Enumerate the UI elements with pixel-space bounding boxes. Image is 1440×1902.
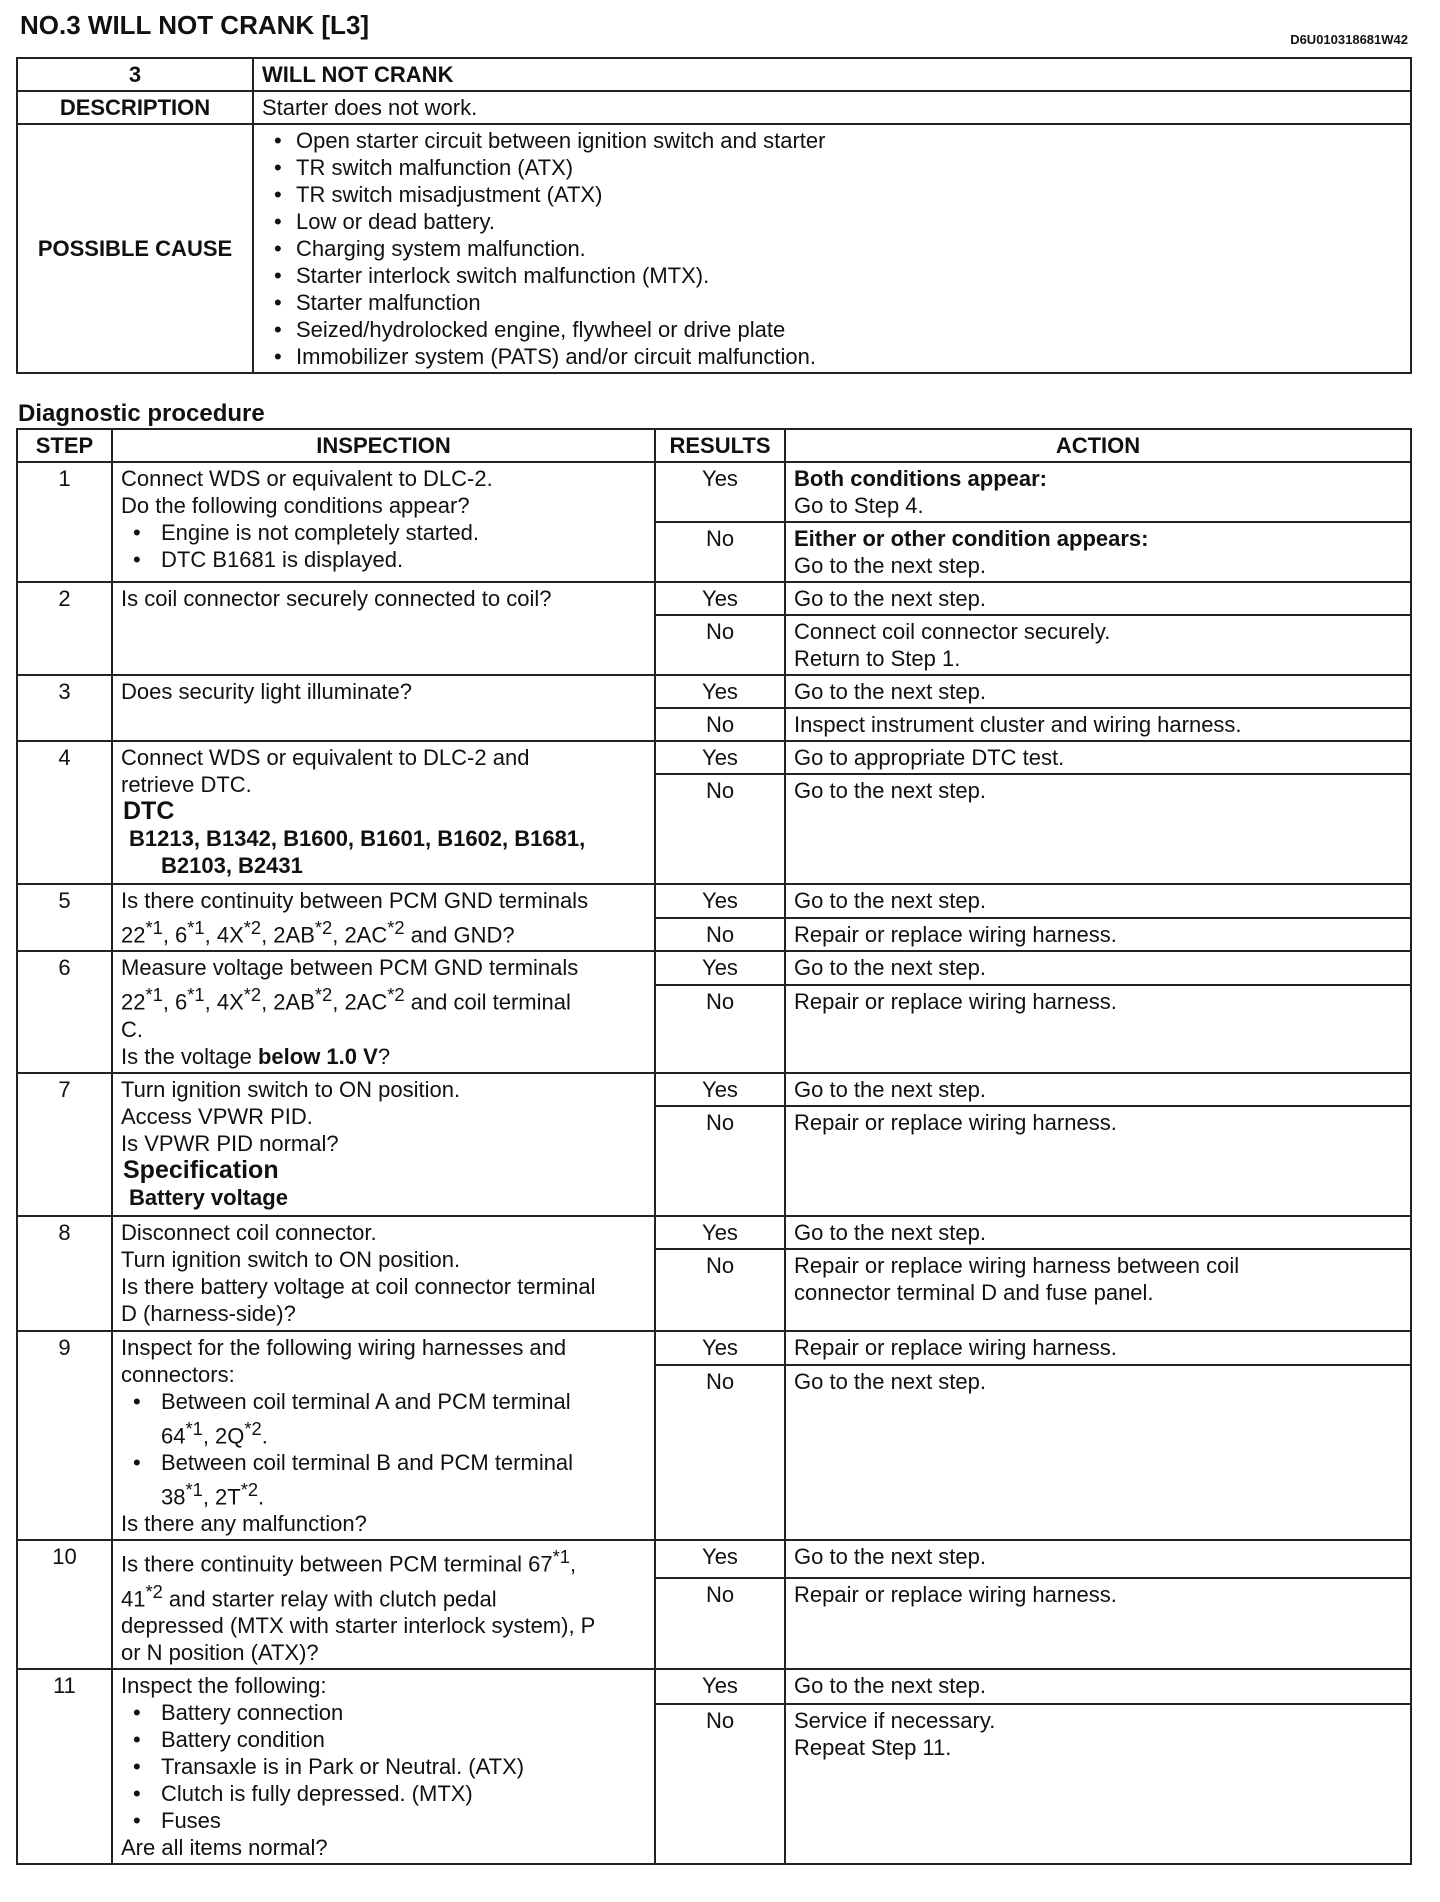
- terminal-text: , 2AB: [261, 922, 315, 948]
- footnote-mark: *1: [187, 917, 205, 938]
- inspection-line: Is VPWR PID normal?: [121, 1130, 339, 1156]
- action-text: Go to the next step.: [794, 553, 987, 578]
- specification-value: Battery voltage: [129, 1184, 288, 1210]
- footnote-mark: *2: [243, 917, 262, 938]
- result-yes: Yes: [655, 1216, 785, 1249]
- bullet-text: • Between coil terminal B and PCM terminal: [161, 1449, 574, 1475]
- footnote-mark: *2: [240, 1478, 259, 1500]
- step-inspection: [112, 951, 655, 1072]
- result-no: No: [655, 918, 785, 952]
- bullet-text: • Between coil terminal A and PCM terminal: [161, 1388, 571, 1414]
- footnote-mark: *2: [314, 917, 333, 938]
- step-inspection: [112, 1073, 655, 1216]
- inspection-line: or N position (ATX)?: [121, 1639, 319, 1665]
- possible-cause-label: POSSIBLE CAUSE: [17, 124, 253, 373]
- action-text: Return to Step 1.: [794, 646, 961, 671]
- step-inspection: [112, 462, 655, 582]
- result-no: No: [655, 522, 785, 582]
- inspection-bullet: • Transaxle is in Park or Neutral. (ATX): [121, 1753, 646, 1780]
- step-inspection: Does security light illuminate?: [112, 675, 655, 741]
- bullet-terminals: [161, 1415, 646, 1449]
- result-yes: Yes: [655, 462, 785, 522]
- action-yes: Go to the next step.: [785, 582, 1411, 615]
- result-no: No: [655, 1249, 785, 1331]
- footnote-mark: *2: [244, 1417, 262, 1439]
- result-no: No: [655, 615, 785, 675]
- step-inspection: [112, 1540, 655, 1669]
- step-number: 5: [17, 884, 112, 951]
- inspection-line: Turn ignition switch to ON position.: [121, 1076, 461, 1102]
- inspection-bullets: [121, 1388, 646, 1511]
- result-yes: Yes: [655, 675, 785, 708]
- terminal-text: and GND?: [404, 922, 515, 948]
- inspection-bullet: • Battery connection: [121, 1699, 646, 1726]
- terminal-text: , 4X: [204, 922, 244, 948]
- action-no: [785, 1704, 1411, 1864]
- footnote-mark: *1: [145, 984, 163, 1006]
- result-yes: Yes: [655, 582, 785, 615]
- action-no: Inspect instrument cluster and wiring harness.: [785, 708, 1411, 741]
- result-yes: Yes: [655, 741, 785, 774]
- action-yes: Go to the next step.: [785, 884, 1411, 918]
- result-yes: Yes: [655, 1669, 785, 1704]
- inspection-terminals: [121, 981, 646, 1015]
- dtc-codes: B2103, B2431: [161, 853, 303, 878]
- inspection-line: Connect WDS or equivalent to DLC-2.: [121, 466, 493, 491]
- column-header-inspection: INSPECTION: [112, 429, 655, 462]
- description-value: Starter does not work.: [253, 91, 1411, 124]
- inspection-line: [121, 1543, 646, 1577]
- possible-cause-list: [262, 127, 1402, 370]
- inspection-line: [121, 1578, 646, 1612]
- cause-item: • Seized/hydrolocked engine, flywheel or drive plate: [262, 316, 1402, 343]
- result-no: No: [655, 1578, 785, 1669]
- result-no: No: [655, 708, 785, 741]
- inspection-bullet: [121, 1388, 646, 1449]
- action-text: Service if necessary.: [794, 1708, 996, 1734]
- question-text: ,: [569, 1551, 577, 1577]
- cause-item: • Low or dead battery.: [262, 208, 1402, 235]
- footnote-mark: *2: [387, 984, 405, 1006]
- inspection-bullets: [121, 1699, 646, 1834]
- inspection-line: Turn ignition switch to ON position.: [121, 1246, 461, 1272]
- bullet-terminals: [161, 1476, 646, 1510]
- inspection-line: connectors:: [121, 1361, 235, 1387]
- inspection-line: Access VPWR PID.: [121, 1103, 313, 1129]
- result-yes: Yes: [655, 1540, 785, 1578]
- footnote-mark: *2: [243, 984, 262, 1006]
- troubleshooting-name: WILL NOT CRANK: [253, 58, 1411, 91]
- action-yes: Go to the next step.: [785, 1540, 1411, 1578]
- inspection-bullets: [121, 519, 646, 573]
- action-yes: Go to the next step.: [785, 1669, 1411, 1704]
- inspection-line: Are all items normal?: [121, 1834, 328, 1860]
- terminal-text: , 2AC: [332, 922, 388, 948]
- troubleshooting-number: 3: [17, 58, 253, 91]
- step-inspection: [112, 741, 655, 884]
- inspection-line: Is there any malfunction?: [121, 1511, 367, 1537]
- action-no: Repair or replace wiring harness.: [785, 985, 1411, 1073]
- terminal-text: 41: [121, 1585, 146, 1611]
- cause-item: • Charging system malfunction.: [262, 235, 1402, 262]
- step-inspection: [112, 1331, 655, 1541]
- terminal-text: .: [258, 1484, 265, 1510]
- inspection-bullet: [121, 1449, 646, 1510]
- inspection-line: Inspect the following:: [121, 1672, 327, 1698]
- terminal-text: , 6: [162, 989, 188, 1015]
- terminal-text: , 2Q: [202, 1422, 245, 1448]
- dtc-heading: DTC: [123, 797, 175, 825]
- terminal-text: , 2T: [202, 1484, 241, 1510]
- footnote-mark: *2: [387, 917, 405, 938]
- result-no: No: [655, 774, 785, 884]
- question-text: Is the voltage: [121, 1043, 258, 1069]
- step-number: 10: [17, 1540, 112, 1669]
- section-title: Diagnostic procedure: [18, 400, 265, 427]
- action-no: [785, 615, 1411, 675]
- inspection-bullet: • Fuses: [121, 1807, 646, 1834]
- result-yes: Yes: [655, 951, 785, 985]
- cause-item: • Open starter circuit between ignition switch and starter: [262, 127, 1402, 154]
- action-condition: Both conditions appear:: [794, 466, 1047, 491]
- cause-item: • Immobilizer system (PATS) and/or circuit malfunction.: [262, 343, 1402, 370]
- step-number: 3: [17, 675, 112, 741]
- cause-item: • Starter interlock switch malfunction (MTX).: [262, 262, 1402, 289]
- result-no: No: [655, 985, 785, 1073]
- terminal-text: 38: [161, 1484, 186, 1510]
- action-no: Go to the next step.: [785, 1365, 1411, 1541]
- action-yes: Repair or replace wiring harness.: [785, 1331, 1411, 1365]
- action-yes: Go to the next step.: [785, 1073, 1411, 1106]
- description-label: DESCRIPTION: [17, 91, 253, 124]
- terminal-text: , 2AC: [332, 989, 388, 1015]
- inspection-line: Measure voltage between PCM GND terminals: [121, 955, 579, 981]
- inspection-terminals: [121, 914, 646, 948]
- inspection-bullet: • DTC B1681 is displayed.: [121, 546, 646, 573]
- action-text: Go to Step 4.: [794, 493, 924, 518]
- terminal-text: .: [261, 1422, 268, 1448]
- terminal-text: , 2AB: [261, 989, 315, 1015]
- inspection-line: Inspect for the following wiring harnesses and: [121, 1334, 567, 1360]
- diagnostic-procedure-table: [16, 428, 1412, 1865]
- result-no: No: [655, 1106, 785, 1216]
- action-text: Repeat Step 11.: [794, 1735, 952, 1761]
- inspection-line: retrieve DTC.: [121, 772, 252, 797]
- step-number: 1: [17, 462, 112, 582]
- action-yes: Go to the next step.: [785, 1216, 1411, 1249]
- inspection-bullet: • Battery condition: [121, 1726, 646, 1753]
- document-id: D6U010318681W42: [1290, 32, 1408, 47]
- result-yes: Yes: [655, 1331, 785, 1365]
- terminal-text: 22: [121, 922, 146, 948]
- result-yes: Yes: [655, 1073, 785, 1106]
- action-no: Go to the next step.: [785, 774, 1411, 884]
- step-number: 9: [17, 1331, 112, 1541]
- cause-item: • TR switch malfunction (ATX): [262, 154, 1402, 181]
- cause-item: • TR switch misadjustment (ATX): [262, 181, 1402, 208]
- inspection-line: Do the following conditions appear?: [121, 493, 470, 518]
- column-header-results: RESULTS: [655, 429, 785, 462]
- dtc-codes: B1213, B1342, B1600, B1601, B1602, B1681,: [129, 826, 586, 851]
- inspection-line: Is there battery voltage at coil connector terminal: [121, 1273, 596, 1299]
- footnote-mark: *2: [145, 1580, 163, 1602]
- action-no: Repair or replace wiring harness.: [785, 918, 1411, 952]
- question-text: Is there continuity between PCM terminal 67: [121, 1551, 553, 1577]
- voltage-threshold: below 1.0 V: [257, 1043, 378, 1069]
- cause-item: • Starter malfunction: [262, 289, 1402, 316]
- step-number: 7: [17, 1073, 112, 1216]
- terminal-text: 22: [121, 989, 146, 1015]
- footnote-mark: *1: [185, 1478, 203, 1500]
- inspection-line: C.: [121, 1016, 143, 1042]
- action-yes: Go to the next step.: [785, 675, 1411, 708]
- page: [16, 4, 1412, 1865]
- possible-cause-list-cell: [253, 124, 1411, 373]
- terminal-text: , 6: [162, 922, 188, 948]
- action-yes: [785, 462, 1411, 522]
- action-yes: Go to appropriate DTC test.: [785, 741, 1411, 774]
- specification-heading: Specification: [123, 1155, 279, 1184]
- step-number: 4: [17, 741, 112, 884]
- action-no: Repair or replace wiring harness.: [785, 1578, 1411, 1669]
- terminal-text: and coil terminal: [404, 989, 571, 1015]
- step-inspection: [112, 1669, 655, 1864]
- footnote-mark: *1: [187, 984, 205, 1006]
- inspection-line: D (harness-side)?: [121, 1300, 296, 1326]
- inspection-question: [121, 1043, 646, 1070]
- action-text: Repair or replace wiring harness between coil: [794, 1252, 1240, 1278]
- footnote-mark: *1: [145, 917, 163, 938]
- step-inspection: [112, 884, 655, 951]
- action-no: [785, 1249, 1411, 1331]
- step-inspection: [112, 1216, 655, 1331]
- action-no: Repair or replace wiring harness.: [785, 1106, 1411, 1216]
- question-text: ?: [377, 1043, 391, 1069]
- inspection-line: Is there continuity between PCM GND terminals: [121, 888, 589, 913]
- footnote-mark: *1: [552, 1546, 570, 1568]
- inspection-line: depressed (MTX with starter interlock system), P: [121, 1612, 596, 1638]
- column-header-action: ACTION: [785, 429, 1411, 462]
- step-inspection: Is coil connector securely connected to coil?: [112, 582, 655, 675]
- terminal-text: , 4X: [204, 989, 244, 1015]
- action-condition: Either or other condition appears:: [794, 526, 1149, 551]
- inspection-bullet: • Clutch is fully depressed. (MTX): [121, 1780, 646, 1807]
- action-text: connector terminal D and fuse panel.: [794, 1279, 1154, 1305]
- action-no: [785, 522, 1411, 582]
- step-number: 2: [17, 582, 112, 675]
- action-text: Connect coil connector securely.: [794, 619, 1111, 644]
- column-header-step: STEP: [17, 429, 112, 462]
- inspection-line: Disconnect coil connector.: [121, 1219, 377, 1245]
- result-yes: Yes: [655, 884, 785, 918]
- step-number: 11: [17, 1669, 112, 1864]
- question-text: and starter relay with clutch pedal: [162, 1585, 497, 1611]
- page-title: NO.3 WILL NOT CRANK [L3]: [20, 10, 370, 40]
- step-number: 6: [17, 951, 112, 1072]
- footnote-mark: *1: [185, 1417, 203, 1439]
- footnote-mark: *2: [314, 984, 333, 1006]
- step-number: 8: [17, 1216, 112, 1331]
- result-no: No: [655, 1704, 785, 1864]
- inspection-line: Connect WDS or equivalent to DLC-2 and: [121, 745, 530, 770]
- inspection-bullet: • Engine is not completely started.: [121, 519, 646, 546]
- summary-table: [16, 57, 1412, 374]
- action-yes: Go to the next step.: [785, 951, 1411, 985]
- result-no: No: [655, 1365, 785, 1541]
- terminal-text: 64: [161, 1422, 186, 1448]
